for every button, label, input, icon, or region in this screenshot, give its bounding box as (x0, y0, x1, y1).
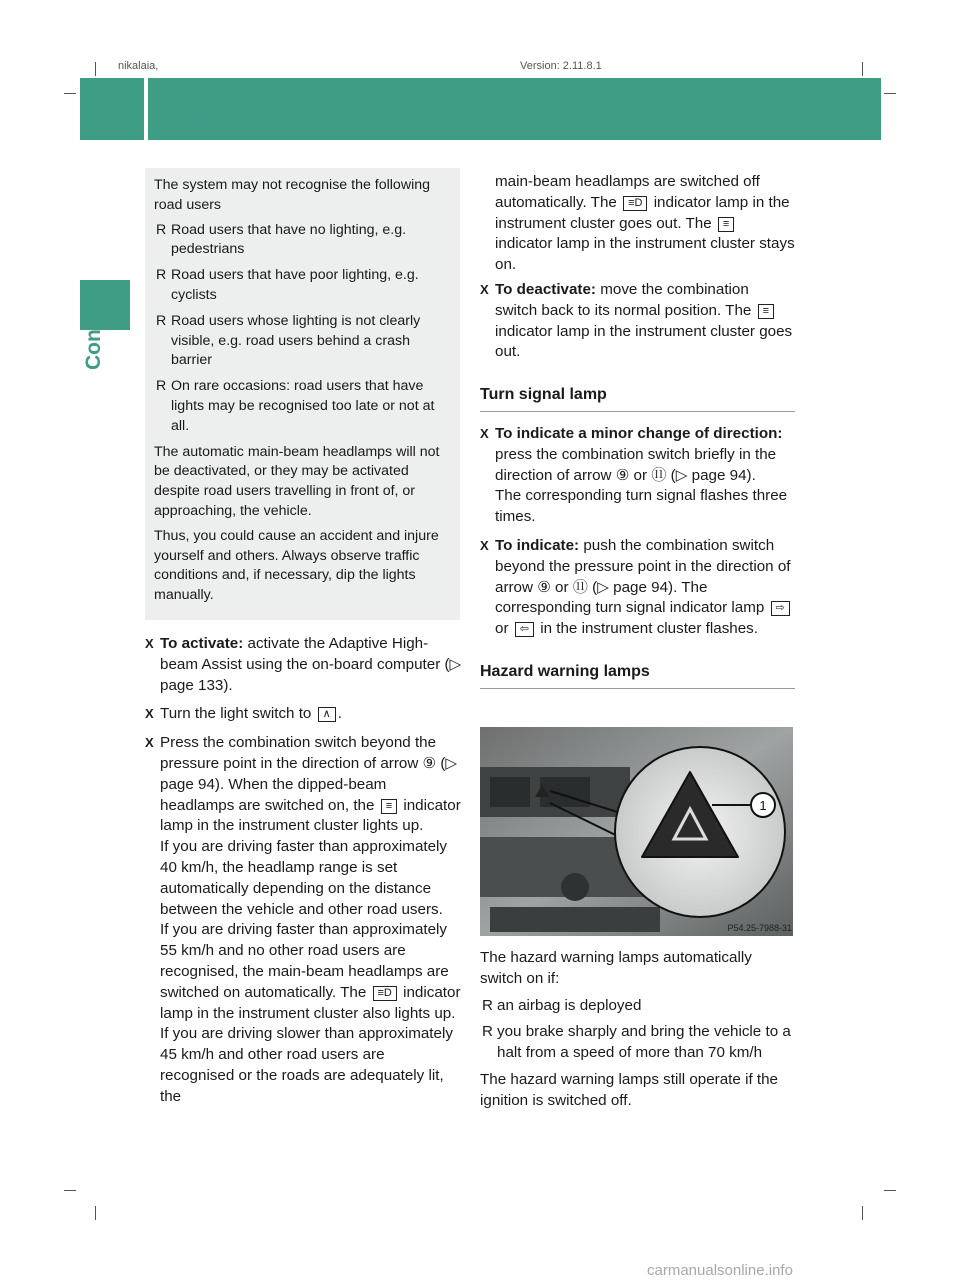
turn-right-icon: ⇨ (771, 601, 790, 616)
note-intro: The system may not recognise the following road users (154, 177, 430, 213)
hazard-intro: The hazard warning lamps automatically switch on if: (480, 949, 752, 987)
crop-mark (95, 1206, 96, 1220)
turn-signal-heading: Turn signal lamp (480, 385, 795, 412)
auto-light-icon: ∧ (318, 707, 336, 722)
headlamp-assist-icon: ≡ (718, 217, 734, 232)
hazard-outro: The hazard warning lamps still operate if the ignition is switched off. (480, 1070, 778, 1109)
photo-callout: 1 (759, 798, 767, 813)
list-item: R Road users whose lighting is not clearly visible, e.g. road users behind a crash barrier (156, 312, 421, 369)
warning-note (145, 168, 460, 620)
crop-mark (95, 62, 96, 76)
crop-mark (884, 1190, 896, 1191)
headlamp-assist-icon: ≡ (758, 304, 774, 319)
list-item: R Road users that have no lighting, e.g. pedestrians (156, 221, 407, 258)
list-item: R an airbag is deployed (482, 996, 642, 1014)
hazard-text (480, 948, 795, 1112)
step-light-switch: X Turn the light switch to ∧ . (145, 705, 342, 723)
crop-mark (862, 1206, 863, 1220)
photo-code: P54.25-7988-31 (727, 923, 792, 933)
continued-text: main-beam headlamps are switched off automatically. The ≡D indicator lamp in the instrument cluster goes out. The ≡ indicator lamp in the instrument cluster stays on. (495, 173, 795, 274)
header-band (148, 78, 881, 140)
step-minor-change: X To indicate a minor change of direction: press the combination switch briefly in the direction of arrow ⑨ or ⑪ (▷ page 94). The corresponding turn signal flashes three times. (480, 424, 788, 526)
list-item: R Road users that have poor lighting, e.g. cyclists (156, 267, 419, 303)
step-deactivate: X To deactivate: move the combination switch back to its normal position. The ≡ indicator lamp in the instrument cluster goes out. (480, 280, 793, 361)
crop-mark (64, 1190, 76, 1191)
hazard-heading: Hazard warning lamps (480, 662, 795, 689)
right-column (480, 172, 795, 689)
crop-mark (64, 93, 76, 94)
print-meta-right: Version: 2.11.8.1 (520, 60, 602, 72)
sidebar-label: Controls (82, 283, 105, 370)
list-item: R you brake sharply and bring the vehicle to a halt from a speed of more than 70 km/h (482, 1023, 791, 1062)
main-beam-icon: ≡D (623, 196, 647, 211)
left-steps (145, 634, 463, 1116)
headlamp-assist-icon: ≡ (381, 799, 397, 814)
page-number: 96 (80, 116, 102, 137)
list-item: R On rare occasions: road users that have lights may be recognised too late or not at all. (156, 378, 435, 434)
watermark-link[interactable]: carmanualsonline.info (647, 1262, 793, 1279)
crop-mark (862, 62, 863, 76)
step-indicate: X To indicate: push the combination switch beyond the pressure point in the direction of arrow ⑨ or ⑪ (▷ page 94). The corresponding turn signal indicator lamp ⇨ or ⇦ in the instrument cluster flashes. (480, 536, 791, 638)
turn-left-icon: ⇦ (515, 622, 534, 637)
main-beam-icon: ≡D (373, 986, 397, 1001)
hazard-switch-photo (480, 727, 793, 936)
page-title: Lights (158, 116, 215, 137)
note-paragraph: The automatic main-beam headlamps will not be deactivated, or they may be activated despite road users travelling in front of, or approaching, the vehicle. (154, 443, 440, 519)
step-press-switch: X Press the combination switch beyond the pressure point in the direction of arrow ⑨ (▷ page 94). When the dipped-beam headlamps are switched on, the ≡ indicator lamp in the instrument cluster lights up. If you are driving faster than approximately 40 km/h, the headlamp range is set automatically depending on the distance between the vehicle and other road users. If you are driving faster than approximately 55 km/h and no other road users are recognised, the main-beam headlamps are switched on automatically. The ≡D indicator lamp in the instrument cluster also lights up. If you are driving slower than approximately 45 km/h and other road users are recognised or the roads are adequately lit, the (145, 734, 461, 1105)
step-activate: X To activate: activate the Adaptive High-beam Assist using the on-board computer (▷ page 133). (145, 635, 462, 694)
note-paragraph: Thus, you could cause an accident and injure yourself and others. Always observe traffic conditions and, if necessary, dip the lights manually. (154, 527, 439, 604)
crop-mark (884, 93, 896, 94)
print-meta-left: nikalaia, (118, 60, 159, 72)
